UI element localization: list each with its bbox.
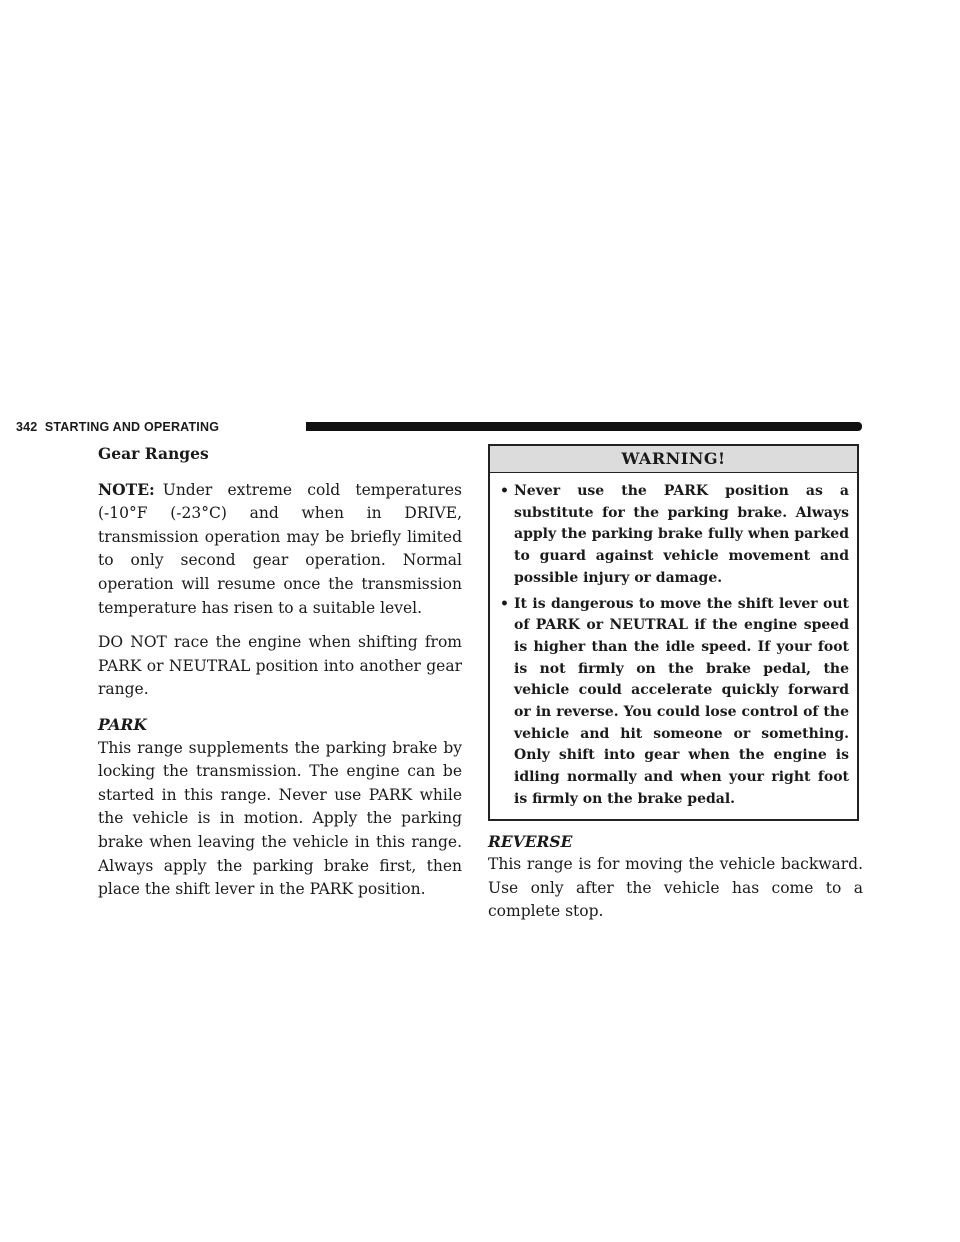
page-header [16,419,862,435]
left-column [98,442,462,902]
page-number: 342 [16,420,38,434]
bullet-icon: • [500,483,509,499]
section-title: Gear Ranges [98,444,209,463]
note-paragraph [98,478,462,621]
reverse-title: REVERSE [488,831,573,851]
park-title: PARK [98,714,147,734]
section-name: STARTING AND OPERATING [44,420,220,434]
warning-item-text: It is dangerous to move the shift lever out of PARK or NEUTRAL if the engine speed is higher than the idle speed. If your foot is not firmly on the brake pedal, the vehicle could accelerate quickly forward or in reverse. You could lose control of the vehicle and hit someone or something. Only shift into gear when the engine is idling normally and when your right foot is firmly on the brake pedal. [514,595,849,807]
reverse-paragraph: This range is for moving the vehicle backward. Use only after the vehicle has come to a complete stop. [488,855,863,921]
warning-box [488,444,859,821]
reverse-section [488,830,863,924]
header-label [16,419,225,435]
race-engine-paragraph: DO NOT race the engine when shifting from PARK or NEUTRAL position into another gear range. [98,633,462,699]
note-text: Under extreme cold temperatures (-10°F (-23°C) and when in DRIVE, transmission operation may be briefly limited to only second gear operation. Normal operation will resume once the transmission temperature has risen to a suitable level. [98,480,462,617]
header-rule [306,422,862,431]
park-paragraph: This range supplements the parking brake by locking the transmission. The engine can be started in this range. Never use PARK while the vehicle is in motion. Apply the parking brake when leaving the vehicle in this range. Always apply the parking brake first, then place the shift lever in the PARK position. [98,738,462,899]
warning-item [500,594,849,811]
warning-item [500,481,849,590]
bullet-icon: • [500,595,509,612]
warning-body [490,473,857,819]
right-column [488,444,863,924]
warning-title: WARNING! [490,446,857,473]
warning-item-text: Never use the PARK position as a substitute for the parking brake. Always apply the parking brake fully when parked to guard against vehicle movement and possible injury or damage. [514,483,849,586]
note-label: NOTE: [98,479,155,499]
